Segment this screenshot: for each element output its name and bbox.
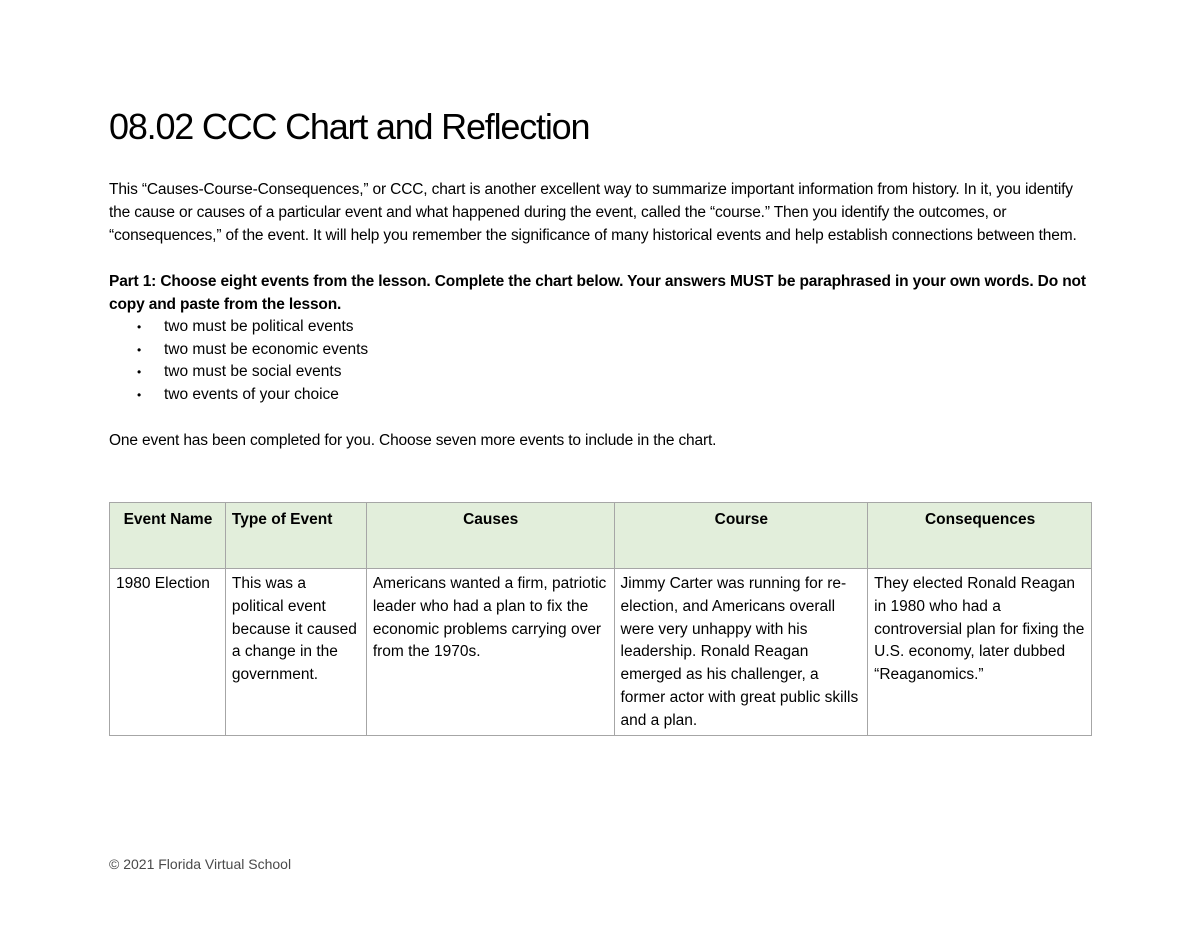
completion-note: One event has been completed for you. Choose seven more events to include in the chart. [109,432,717,449]
table-header-row [110,503,1092,569]
intro-paragraph: This “Causes-Course-Consequences,” or CCC, chart is another excellent way to summarize important information from history. In it, you identify the cause or causes of a particular event and what happened during the event, called the “course.” Then you identify the outcomes, or “consequences,” of the event. It will help you remember the significance of many historical events and help establish connections between them. [109,181,1077,244]
requirements-list [109,316,1094,406]
cell-type-of-event: This was a political event because it caused a change in the government. [225,569,366,736]
header-course: Course [614,503,868,569]
list-item: • two must be political events [137,316,1094,339]
cell-causes: Americans wanted a firm, patriotic leader who had a plan to fix the economic problems carrying over from the 1970s. [366,569,614,736]
copyright-footer: © 2021 Florida Virtual School [109,856,292,872]
bullet-icon: • [137,365,142,379]
ccc-chart-table [109,502,1092,736]
list-item: • two must be economic events [137,339,1094,362]
cell-consequences: They elected Ronald Reagan in 1980 who had a controversial plan for fixing the U.S. economy, later dubbed “Reaganomics.” [868,569,1092,736]
header-type-of-event: Type of Event [225,503,366,569]
bullet-icon: • [137,320,142,334]
table-row [110,569,1092,736]
bullet-icon: • [137,387,142,402]
cell-course: Jimmy Carter was running for re-election, and Americans overall were very unhappy with his leadership. Ronald Reagan emerged as his challenger, a former actor with great public skills and a plan. [614,569,868,736]
page-title: 08.02 CCC Chart and Reflection [109,106,590,147]
header-causes: Causes [366,503,614,569]
header-consequences: Consequences [868,503,1092,569]
bullet-icon: • [137,342,142,357]
cell-event-name: 1980 Election [110,569,226,736]
header-event-name: Event Name [110,503,226,569]
list-item: • two must be social events [137,361,1094,384]
part1-instructions: Part 1: Choose eight events from the lesson. Complete the chart below. Your answers MUST be paraphrased in your own words. Do not copy and paste from the lesson. [109,273,1086,313]
document-page [109,106,1094,729]
list-item: • two events of your choice [137,384,1094,407]
